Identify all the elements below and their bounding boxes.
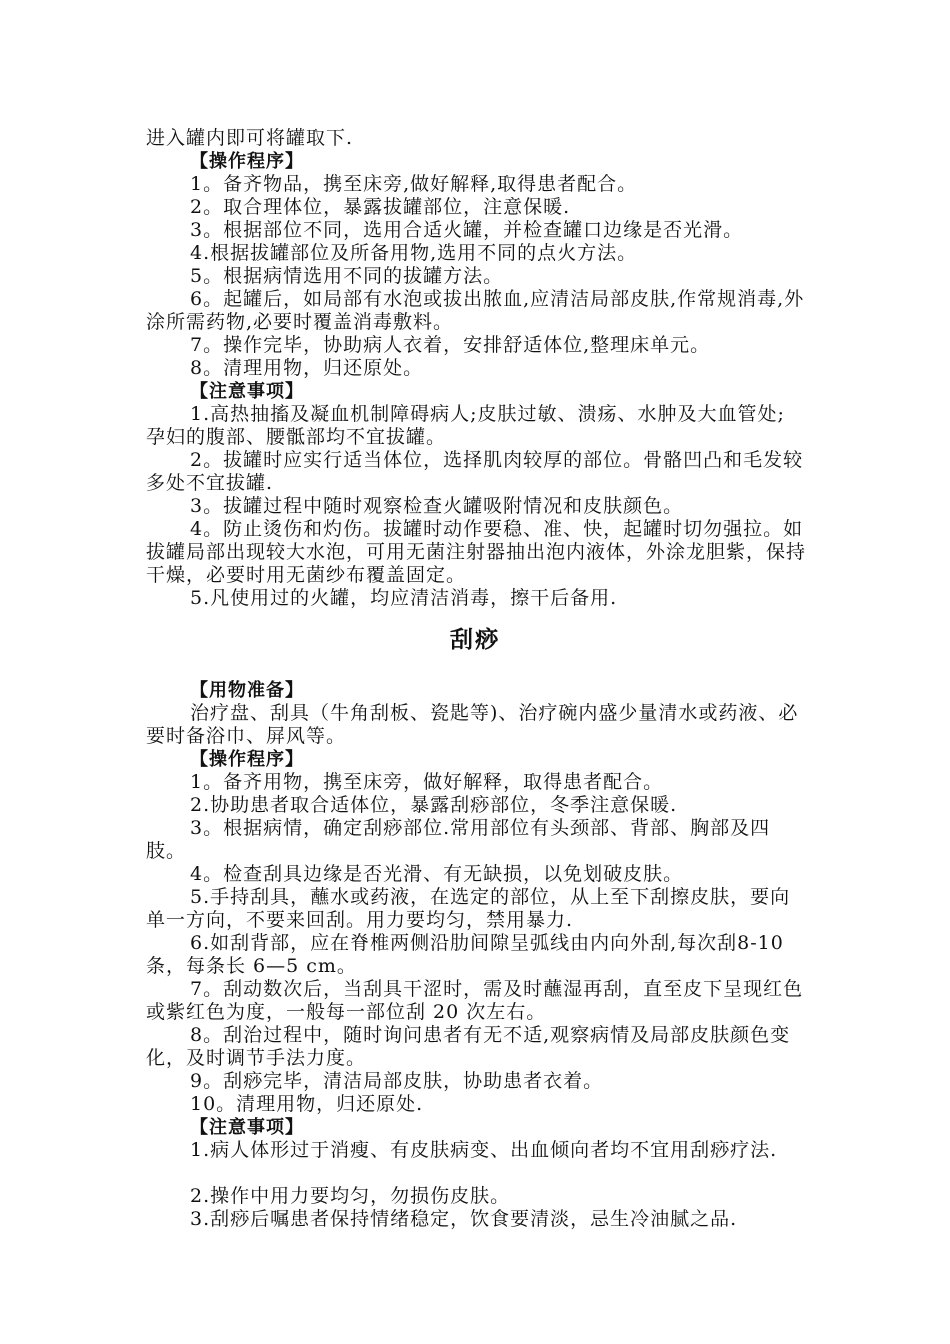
scraping-procedure-item: 8。刮治过程中，随时询问患者有无不适,观察病情及局部皮肤颜色变化，及时调节手法力度。 — [146, 1024, 791, 1069]
scraping-procedure-item: 10。清理用物，归还原处. — [190, 1093, 424, 1115]
cupping-note-item: 1.高热抽搐及凝血机制障碍病人;皮肤过敏、溃疡、水肿及大血管处; 孕妇的腹部、腰骶部均不宜拔罐。 — [146, 403, 785, 448]
cupping-procedure-item: 8。清理用物，归还原处。 — [190, 357, 424, 379]
scraping-procedure-item: 1。备齐用物，携至床旁，做好解释，取得患者配合。 — [190, 771, 664, 793]
scraping-note-item: 2.操作中用力要均匀，勿损伤皮肤。 — [190, 1185, 511, 1207]
cupping-note-item: 2。拔罐时应实行适当体位，选择肌肉较厚的部位。骨骼凹凸和毛发较多处不宜拔罐. — [146, 449, 804, 494]
scraping-procedure-item: 9。刮痧完毕，清洁局部皮肤，协助患者衣着。 — [190, 1070, 604, 1092]
cupping-procedure-item: 6。起罐后，如局部有水泡或拔出脓血,应清洁局部皮肤,作常规消毒,外涂所需药物,必要时覆盖消毒敷料。 — [146, 288, 805, 333]
cupping-notes-heading: 【注意事项】 — [190, 381, 304, 402]
scraping-note-item: 1.病人体形过于消瘦、有皮肤病变、出血倾向者均不宜用刮痧疗法. — [190, 1139, 778, 1161]
continuation-text: 进入罐内即可将罐取下. — [146, 127, 354, 149]
scraping-notes-heading: 【注意事项】 — [190, 1117, 304, 1138]
cupping-note-item: 3。拔罐过程中随时观察检查火罐吸附情况和皮肤颜色。 — [190, 495, 684, 517]
cupping-procedure-item: 5。根据病情选用不同的拔罐方法。 — [190, 265, 504, 287]
cupping-procedure-item: 1。备齐物品，携至床旁,做好解释,取得患者配合。 — [190, 173, 638, 195]
cupping-procedure-heading: 【操作程序】 — [190, 151, 304, 172]
scraping-procedure-heading: 【操作程序】 — [190, 749, 304, 770]
cupping-procedure-item: 4.根据拔罐部位及所备用物,选用不同的点火方法。 — [190, 242, 638, 264]
scraping-procedure-item: 4。检查刮具边缘是否光滑、有无缺损，以免划破皮肤。 — [190, 863, 684, 885]
cupping-procedure-item: 7。操作完毕，协助病人衣着，安排舒适体位,整理床单元。 — [190, 334, 711, 356]
scraping-procedure-item: 2.协助患者取合适体位，暴露刮痧部位，冬季注意保暖. — [190, 794, 678, 816]
scraping-procedure-item: 6.如刮背部，应在脊椎两侧沿肋间隙呈弧线由内向外刮,每次刮8-10条，每条长 6—5 cm。 — [146, 932, 784, 977]
scraping-materials-text: 治疗盘、刮具（牛角刮板、瓷匙等)、治疗碗内盛少量清水或药液、必要时备浴巾、屏风等。 — [146, 702, 799, 747]
section-title-scraping: 刮痧 — [450, 627, 500, 653]
cupping-note-item: 5.凡使用过的火罐，均应清洁消毒，擦干后备用. — [190, 587, 618, 609]
cupping-procedure-item: 3。根据部位不同，选用合适火罐，并检查罐口边缘是否光滑。 — [190, 219, 744, 241]
scraping-materials-heading: 【用物准备】 — [190, 680, 304, 701]
cupping-procedure-item: 2。取合理体位，暴露拔罐部位，注意保暖. — [190, 196, 571, 218]
scraping-procedure-item: 5.手持刮具，蘸水或药液，在选定的部位，从上至下刮擦皮肤，要向单一方向，不要来回刮。用力要均匀，禁用暴力. — [146, 886, 791, 931]
cupping-note-item: 4。防止烫伤和灼伤。拔罐时动作要稳、准、快，起罐时切勿强拉。如拔罐局部出现较大水泡，可用无菌注射器抽出泡内液体，外涂龙胆紫，保持干燥，必要时用无菌纱布覆盖固定。 — [146, 518, 807, 586]
scraping-note-item: 3.刮痧后嘱患者保持情绪稳定，饮食要清淡，忌生冷油腻之品. — [190, 1208, 738, 1230]
scraping-procedure-item: 7。刮动数次后，当刮具干涩时，需及时蘸湿再刮，直至皮下呈现红色或紫红色为度，一般每一部位刮 20 次左右。 — [146, 978, 804, 1023]
scraping-procedure-item: 3。根据病情，确定刮痧部位.常用部位有头颈部、背部、胸部及四肢。 — [146, 817, 771, 862]
